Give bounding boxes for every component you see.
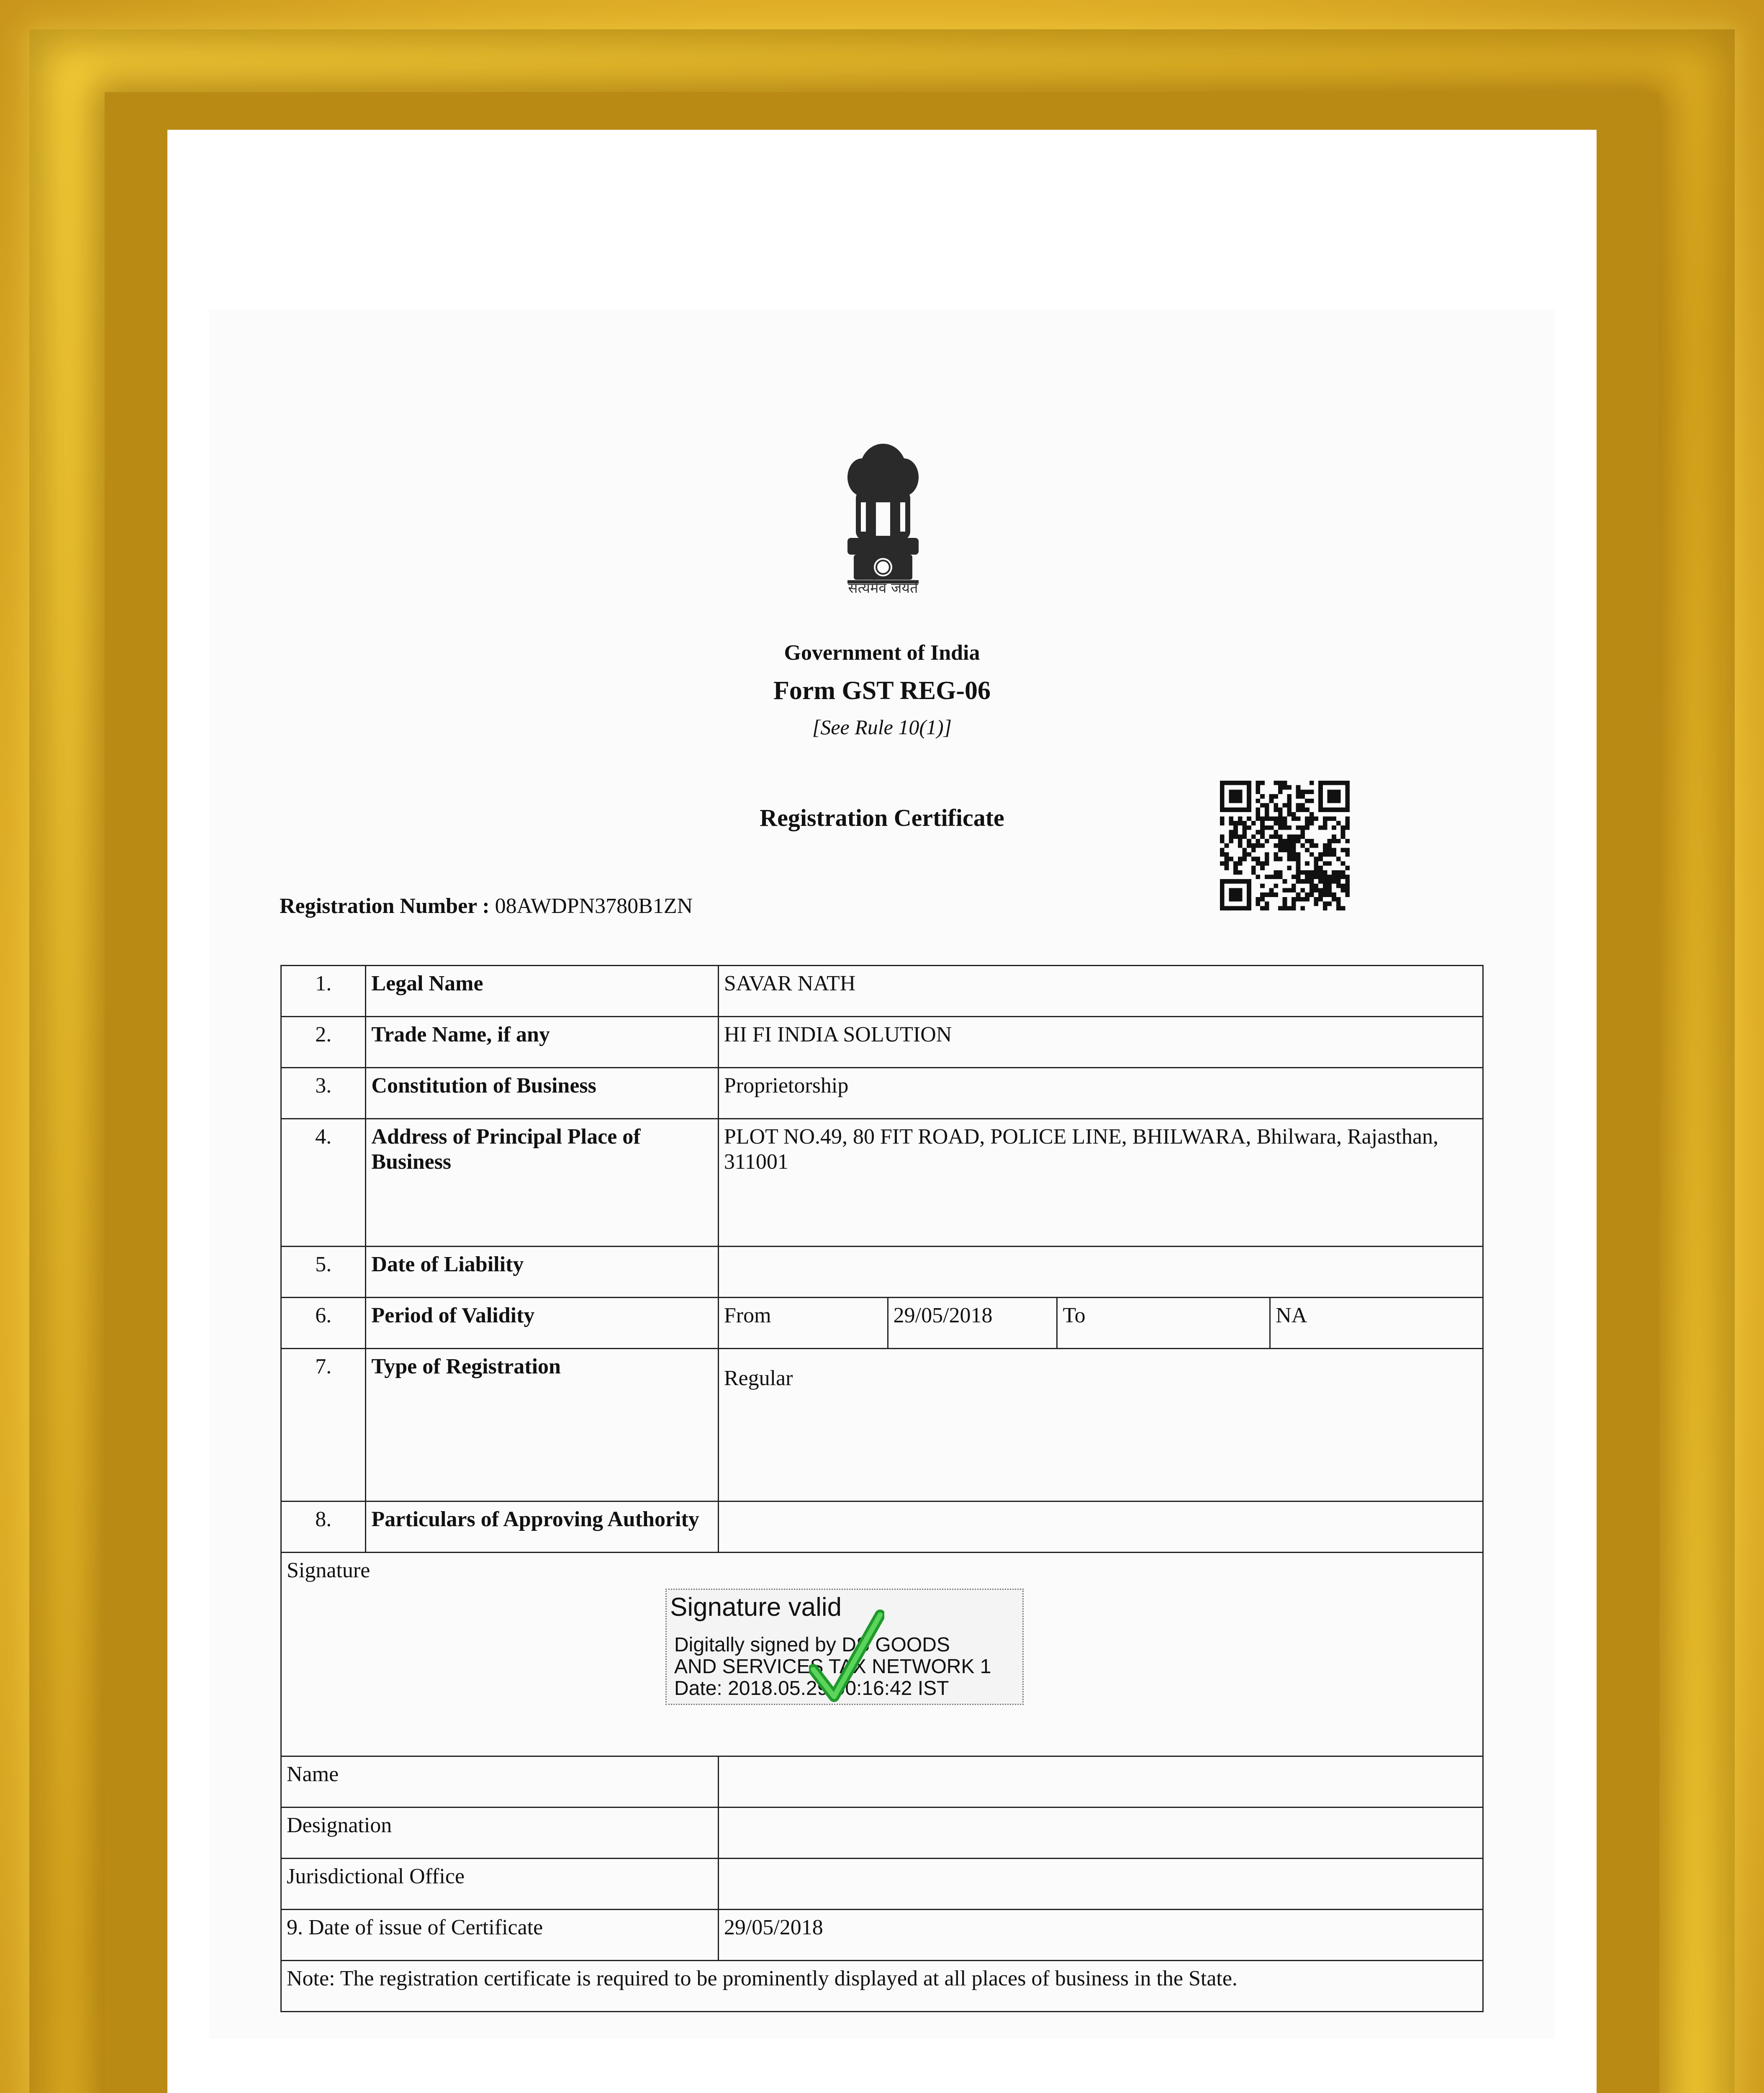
row-number: 4. <box>281 1119 366 1247</box>
jurisdictional-office-label: Jurisdictional Office <box>281 1859 719 1910</box>
table-row <box>281 1859 1483 1910</box>
validity-to-label: To <box>1057 1298 1270 1349</box>
government-heading: Government of India <box>784 641 980 665</box>
row-number: 5. <box>281 1247 366 1298</box>
table-row <box>281 1349 1483 1502</box>
table-row <box>281 1298 1483 1349</box>
rule-reference: [See Rule 10(1)] <box>812 715 952 739</box>
table-row <box>281 1756 1483 1808</box>
row-value: Proprietorship <box>718 1068 1483 1119</box>
authority-name-label: Name <box>281 1756 719 1808</box>
display-note: Note: The registration certificate is required to be prominently displayed at all places of business in the State. <box>281 1961 1483 2012</box>
signature-signer-line: Digitally signed by DS GOODS <box>674 1634 950 1656</box>
certificate-document <box>209 310 1555 2039</box>
registration-number-label: Registration Number : <box>280 894 490 918</box>
form-title: Form GST REG-06 <box>773 676 991 705</box>
table-row <box>281 1247 1483 1298</box>
validity-from-date: 29/05/2018 <box>888 1298 1057 1349</box>
table-row <box>281 1119 1483 1247</box>
table-row <box>281 1017 1483 1068</box>
row-label: Particulars of Approving Authority <box>366 1502 718 1553</box>
certificate-table <box>280 965 1484 2012</box>
row-number: 6. <box>281 1298 366 1349</box>
table-row <box>281 1502 1483 1553</box>
row-number: 8. <box>281 1502 366 1553</box>
row-label: Address of Principal Place of Business <box>366 1119 718 1247</box>
authority-designation-value <box>718 1808 1483 1859</box>
registration-number <box>280 894 693 918</box>
row-value: SAVAR NATH <box>718 966 1483 1017</box>
row-value <box>718 1247 1483 1298</box>
row-value: Regular <box>718 1349 1483 1502</box>
table-row <box>281 1910 1483 1961</box>
table-row <box>281 966 1483 1017</box>
row-number: 3. <box>281 1068 366 1119</box>
validity-from-label: From <box>718 1298 888 1349</box>
validity-to-date: NA <box>1270 1298 1483 1349</box>
signature-label: Signature <box>281 1553 1483 1756</box>
qr-code-icon <box>1220 781 1350 910</box>
certificate-paper <box>167 130 1597 2093</box>
table-row <box>281 1068 1483 1119</box>
row-label: Constitution of Business <box>366 1068 718 1119</box>
signature-date-line: Date: 2018.05.29 00:16:42 IST <box>674 1677 949 1700</box>
table-row <box>281 1808 1483 1859</box>
row-number: 2. <box>281 1017 366 1068</box>
issue-date-label: 9. Date of issue of Certificate <box>281 1910 719 1961</box>
row-number: 7. <box>281 1349 366 1502</box>
registration-number-value: 08AWDPN3780B1ZN <box>495 894 693 918</box>
authority-name-value <box>718 1756 1483 1808</box>
row-value: PLOT NO.49, 80 FIT ROAD, POLICE LINE, BHILWARA, Bhilwara, Rajasthan, 311001 <box>718 1119 1483 1247</box>
row-label: Legal Name <box>366 966 718 1017</box>
issue-date-value: 29/05/2018 <box>718 1910 1483 1961</box>
row-value <box>718 1502 1483 1553</box>
jurisdictional-office-value <box>718 1859 1483 1910</box>
digital-signature-box <box>665 1589 1024 1705</box>
row-value: HI FI INDIA SOLUTION <box>718 1017 1483 1068</box>
emblem-motto: सत्यमेव जयते <box>848 580 918 597</box>
signature-signer-line: AND SERVICES TAX NETWORK 1 <box>674 1656 991 1678</box>
row-label: Date of Liability <box>366 1247 718 1298</box>
certificate-title: Registration Certificate <box>760 804 1004 831</box>
row-label: Trade Name, if any <box>366 1017 718 1068</box>
row-label: Type of Registration <box>366 1349 718 1502</box>
row-number: 1. <box>281 966 366 1017</box>
authority-designation-label: Designation <box>281 1808 719 1859</box>
signature-status: Signature valid <box>670 1593 842 1622</box>
row-label: Period of Validity <box>366 1298 718 1349</box>
checkmark-icon <box>809 1607 884 1703</box>
table-row <box>281 1961 1483 2012</box>
